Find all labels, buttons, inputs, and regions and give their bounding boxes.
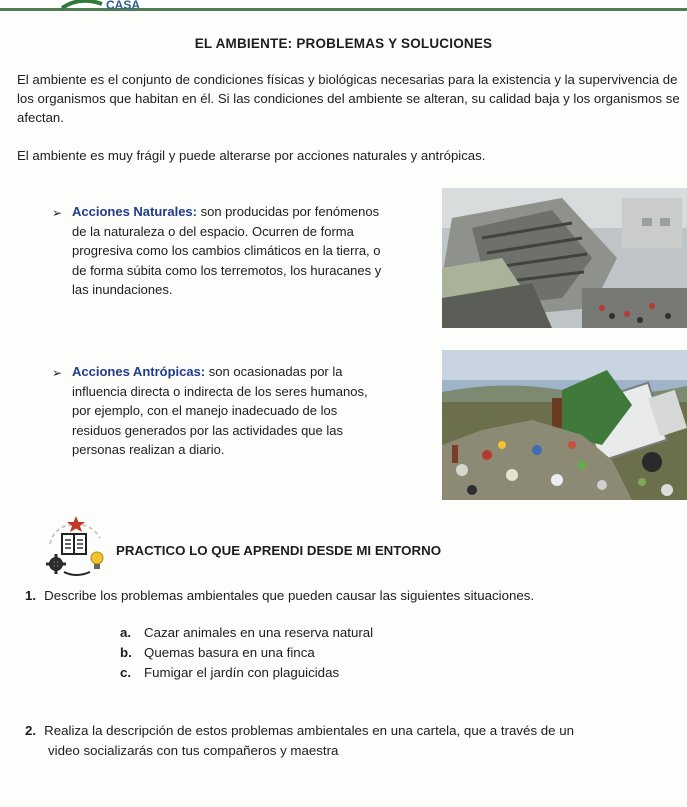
study-activity-icon — [44, 514, 108, 580]
natural-actions-line: de forma súbita como los terremotos, los huracanes y — [72, 262, 382, 278]
intro-paragraph: El ambiente es el conjunto de condiciones físicas y biológicas necesarias para la existencia y la supervivencia de los organismos que habitan en él. Si las condiciones del ambiente se alteran, su calidad baja y los organismos se afectan. — [17, 72, 680, 125]
fragility-paragraph: El ambiente es muy frágil y puede alterarse por acciones naturales y antrópicas. — [17, 148, 486, 163]
question-number: 2. — [25, 723, 37, 738]
natural-actions-line: progresiva como los cambios climáticos en la tierra, o — [72, 243, 381, 259]
natural-actions-text — [72, 202, 432, 300]
anthropic-actions-text — [72, 362, 432, 460]
anthropic-actions-line: residuos generados por las actividades que las — [72, 422, 344, 438]
option-a — [120, 625, 373, 640]
svg-text:CASA: CASA — [106, 0, 141, 10]
garbage-truck-dump-photo — [442, 350, 687, 500]
anthropic-actions-term: Acciones Antrópicas: — [72, 364, 206, 379]
option-text: Cazar animales en una reserva natural — [144, 625, 374, 640]
option-text: Quemas basura en una finca — [144, 645, 315, 660]
arrow-bullet-icon: ➢ — [52, 206, 63, 220]
option-c — [120, 665, 339, 680]
collapsed-building-photo — [442, 188, 687, 328]
logo — [60, 0, 150, 10]
option-letter: b. — [120, 645, 132, 660]
anthropic-actions-line: por ejemplo, con el manejo inadecuado de los — [72, 403, 338, 419]
page-title: EL AMBIENTE: PROBLEMAS Y SOLUCIONES — [194, 36, 493, 51]
natural-actions-term: Acciones Naturales: — [72, 204, 197, 219]
option-b — [120, 645, 315, 660]
anthropic-actions-line: son ocasionadas por la — [205, 364, 343, 379]
arrow-bullet-icon: ➢ — [52, 366, 63, 380]
natural-actions-line: las inundaciones. — [72, 282, 173, 298]
option-letter: a. — [120, 625, 132, 640]
anthropic-actions-line: influencia directa o indirecta de los seres humanos, — [72, 383, 368, 399]
question-1 — [25, 586, 675, 606]
practice-section-title: PRACTICO LO QUE APRENDI DESDE MI ENTORNO — [116, 543, 442, 558]
anthropic-actions-line: personas realizan a diario. — [72, 442, 225, 458]
natural-actions-line: son producidas por fenómenos — [197, 204, 380, 219]
question-text: Realiza la descripción de estos problemas ambientales en una cartela, que a través de un — [44, 723, 575, 738]
option-letter: c. — [120, 665, 132, 680]
natural-actions-line: de la naturaleza o del espacio. Ocurren de forma — [72, 223, 354, 239]
question-number: 1. — [25, 588, 37, 603]
option-text: Fumigar el jardín con plaguicidas — [144, 665, 340, 680]
question-text: video socializarás con tus compañeros y maestra — [48, 742, 339, 758]
question-text: Describe los problemas ambientales que pueden causar las siguientes situaciones. — [44, 588, 535, 603]
question-2 — [25, 721, 675, 760]
